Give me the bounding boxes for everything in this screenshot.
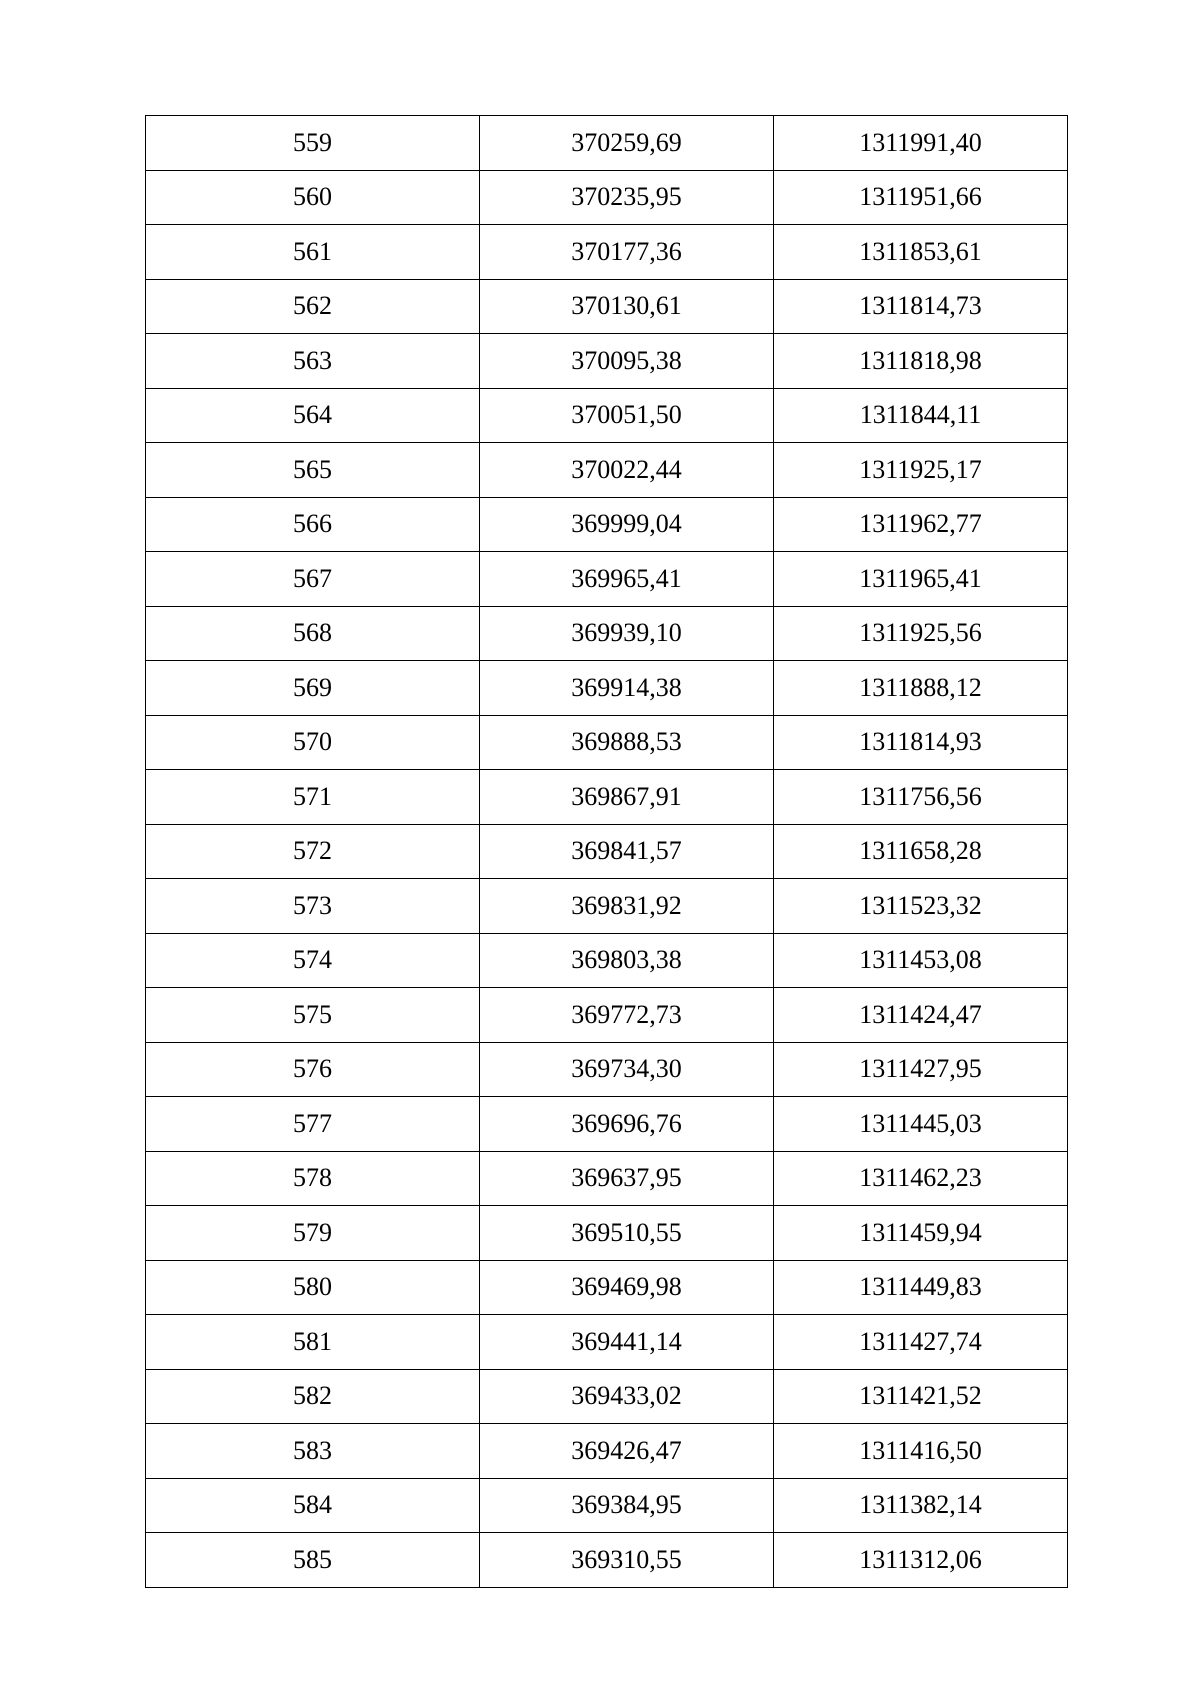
table-row [146, 1478, 1068, 1533]
table-row [146, 879, 1068, 934]
table-row [146, 388, 1068, 443]
table-row [146, 824, 1068, 879]
point-number-cell: 585 [146, 1533, 480, 1588]
y-coordinate-cell: 1311449,83 [774, 1260, 1068, 1315]
x-coordinate-cell: 369914,38 [480, 661, 774, 716]
y-coordinate-cell: 1311312,06 [774, 1533, 1068, 1588]
y-coordinate-cell: 1311853,61 [774, 225, 1068, 280]
point-number-cell: 583 [146, 1424, 480, 1479]
y-coordinate-cell: 1311462,23 [774, 1151, 1068, 1206]
table-row [146, 715, 1068, 770]
point-number-cell: 565 [146, 443, 480, 498]
x-coordinate-cell: 369939,10 [480, 606, 774, 661]
x-coordinate-cell: 369310,55 [480, 1533, 774, 1588]
x-coordinate-cell: 369965,41 [480, 552, 774, 607]
y-coordinate-cell: 1311965,41 [774, 552, 1068, 607]
table-row [146, 443, 1068, 498]
table-row [146, 933, 1068, 988]
x-coordinate-cell: 369772,73 [480, 988, 774, 1043]
y-coordinate-cell: 1311925,56 [774, 606, 1068, 661]
y-coordinate-cell: 1311416,50 [774, 1424, 1068, 1479]
point-number-cell: 563 [146, 334, 480, 389]
x-coordinate-cell: 369469,98 [480, 1260, 774, 1315]
table-row [146, 170, 1068, 225]
x-coordinate-cell: 369999,04 [480, 497, 774, 552]
x-coordinate-cell: 370022,44 [480, 443, 774, 498]
table-row [146, 1424, 1068, 1479]
y-coordinate-cell: 1311421,52 [774, 1369, 1068, 1424]
y-coordinate-cell: 1311523,32 [774, 879, 1068, 934]
x-coordinate-cell: 369867,91 [480, 770, 774, 825]
x-coordinate-cell: 370095,38 [480, 334, 774, 389]
y-coordinate-cell: 1311445,03 [774, 1097, 1068, 1152]
table-row [146, 770, 1068, 825]
x-coordinate-cell: 370259,69 [480, 116, 774, 171]
y-coordinate-cell: 1311814,93 [774, 715, 1068, 770]
coordinates-table [145, 115, 1068, 1588]
point-number-cell: 579 [146, 1206, 480, 1261]
table-row [146, 334, 1068, 389]
point-number-cell: 571 [146, 770, 480, 825]
x-coordinate-cell: 369637,95 [480, 1151, 774, 1206]
point-number-cell: 582 [146, 1369, 480, 1424]
y-coordinate-cell: 1311814,73 [774, 279, 1068, 334]
point-number-cell: 567 [146, 552, 480, 607]
x-coordinate-cell: 369831,92 [480, 879, 774, 934]
x-coordinate-cell: 370051,50 [480, 388, 774, 443]
y-coordinate-cell: 1311459,94 [774, 1206, 1068, 1261]
y-coordinate-cell: 1311424,47 [774, 988, 1068, 1043]
table-row [146, 988, 1068, 1043]
x-coordinate-cell: 370177,36 [480, 225, 774, 280]
y-coordinate-cell: 1311756,56 [774, 770, 1068, 825]
table-row [146, 661, 1068, 716]
point-number-cell: 576 [146, 1042, 480, 1097]
y-coordinate-cell: 1311951,66 [774, 170, 1068, 225]
x-coordinate-cell: 369384,95 [480, 1478, 774, 1533]
y-coordinate-cell: 1311888,12 [774, 661, 1068, 716]
point-number-cell: 569 [146, 661, 480, 716]
x-coordinate-cell: 369841,57 [480, 824, 774, 879]
point-number-cell: 559 [146, 116, 480, 171]
y-coordinate-cell: 1311991,40 [774, 116, 1068, 171]
x-coordinate-cell: 369803,38 [480, 933, 774, 988]
x-coordinate-cell: 369433,02 [480, 1369, 774, 1424]
table-row [146, 552, 1068, 607]
x-coordinate-cell: 369510,55 [480, 1206, 774, 1261]
table-row [146, 279, 1068, 334]
y-coordinate-cell: 1311382,14 [774, 1478, 1068, 1533]
point-number-cell: 584 [146, 1478, 480, 1533]
table-row [146, 1315, 1068, 1370]
y-coordinate-cell: 1311925,17 [774, 443, 1068, 498]
x-coordinate-cell: 369441,14 [480, 1315, 774, 1370]
point-number-cell: 568 [146, 606, 480, 661]
point-number-cell: 580 [146, 1260, 480, 1315]
y-coordinate-cell: 1311962,77 [774, 497, 1068, 552]
table-row [146, 1151, 1068, 1206]
x-coordinate-cell: 369734,30 [480, 1042, 774, 1097]
table-row [146, 606, 1068, 661]
x-coordinate-cell: 369888,53 [480, 715, 774, 770]
point-number-cell: 573 [146, 879, 480, 934]
y-coordinate-cell: 1311453,08 [774, 933, 1068, 988]
table-row [146, 1533, 1068, 1588]
x-coordinate-cell: 369696,76 [480, 1097, 774, 1152]
x-coordinate-cell: 370130,61 [480, 279, 774, 334]
table-row [146, 1369, 1068, 1424]
x-coordinate-cell: 370235,95 [480, 170, 774, 225]
point-number-cell: 560 [146, 170, 480, 225]
point-number-cell: 570 [146, 715, 480, 770]
table-row [146, 497, 1068, 552]
y-coordinate-cell: 1311818,98 [774, 334, 1068, 389]
table-row [146, 225, 1068, 280]
y-coordinate-cell: 1311427,95 [774, 1042, 1068, 1097]
point-number-cell: 561 [146, 225, 480, 280]
table-row [146, 1206, 1068, 1261]
x-coordinate-cell: 369426,47 [480, 1424, 774, 1479]
y-coordinate-cell: 1311427,74 [774, 1315, 1068, 1370]
point-number-cell: 575 [146, 988, 480, 1043]
table-row [146, 116, 1068, 171]
point-number-cell: 562 [146, 279, 480, 334]
coordinates-table-body [146, 116, 1068, 1588]
point-number-cell: 564 [146, 388, 480, 443]
table-row [146, 1042, 1068, 1097]
y-coordinate-cell: 1311658,28 [774, 824, 1068, 879]
point-number-cell: 574 [146, 933, 480, 988]
table-row [146, 1260, 1068, 1315]
y-coordinate-cell: 1311844,11 [774, 388, 1068, 443]
point-number-cell: 572 [146, 824, 480, 879]
table-row [146, 1097, 1068, 1152]
point-number-cell: 566 [146, 497, 480, 552]
point-number-cell: 578 [146, 1151, 480, 1206]
point-number-cell: 581 [146, 1315, 480, 1370]
point-number-cell: 577 [146, 1097, 480, 1152]
